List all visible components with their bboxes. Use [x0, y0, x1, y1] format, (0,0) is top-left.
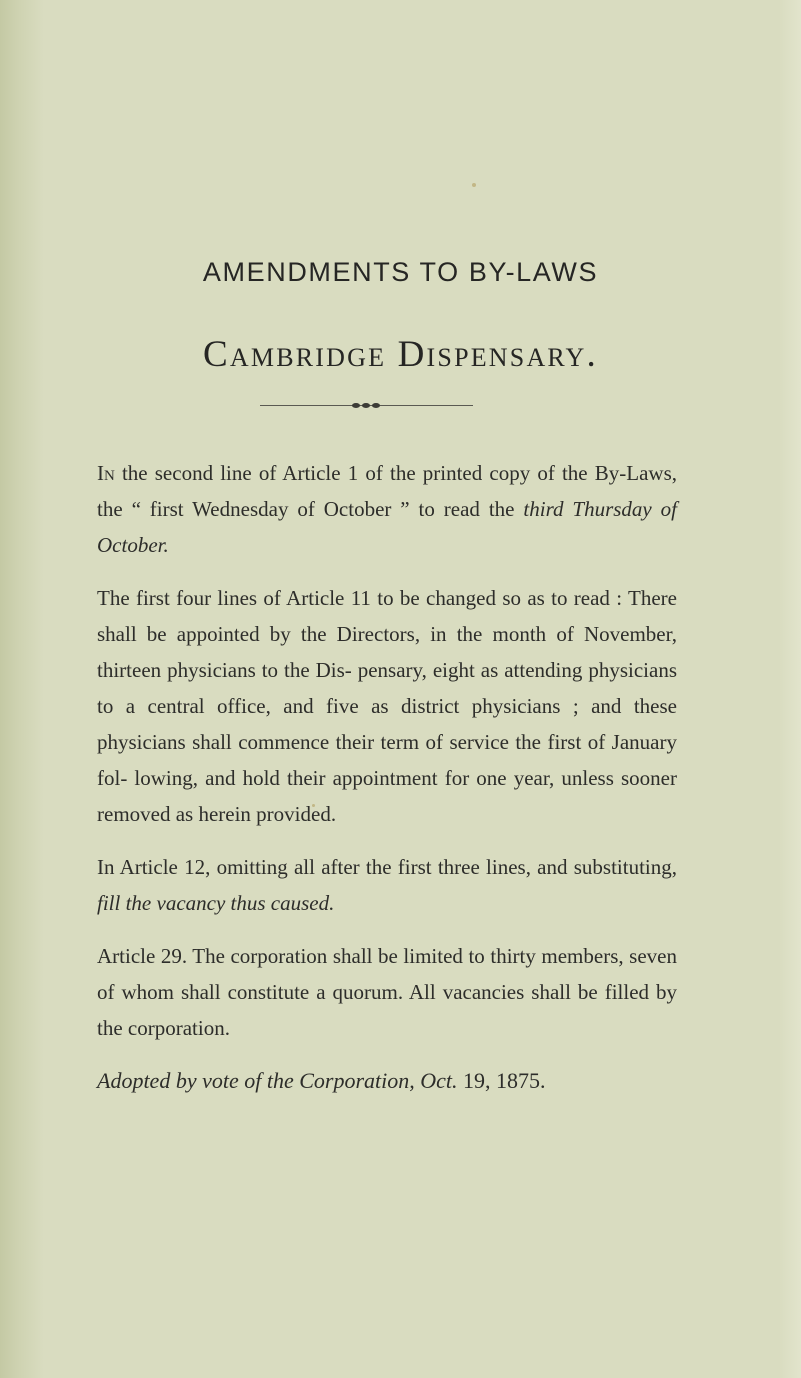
paragraph-lead-word: In	[97, 461, 115, 485]
paragraph-text: the second line of Article 1 of the printed copy of the By-Laws, the “ first Wednesday of October ” to read the	[97, 461, 677, 521]
document-title: Cambridge Dispensary.	[203, 334, 598, 375]
paragraph-article-11	[97, 580, 677, 832]
paper-speck	[472, 183, 476, 187]
paragraph-text: Article 29. The corporation shall be limited to thirty members, seven of whom shall constitute a quorum. All vacancies shall be filled by the corporation.	[97, 944, 677, 1040]
adoption-note	[97, 1063, 677, 1099]
paragraph-article-29	[97, 938, 677, 1046]
divider-ornament-icon	[344, 400, 388, 410]
page-gutter-shadow	[0, 0, 44, 1378]
paragraph-article-12	[97, 849, 677, 921]
document-subtitle: AMENDMENTS TO BY-LAWS	[202, 257, 599, 287]
paragraph-italic-text: fill the vacancy thus caused.	[97, 891, 335, 915]
page-edge-shade	[779, 0, 801, 1378]
paragraph-text: The first four lines of Article 11 to be changed so as to read : There shall be appointed by the Directors, in the month of November, thirteen physicians to the Dis- pensary, eight as attending physicians to a central office, and five as district physicians ; and these physicians shall commence their term of service the first of January fol- lowing, and hold their appointment for one year, unless sooner removed as herein provided.	[97, 586, 677, 826]
paragraph-text: In Article 12, omitting all after the first three lines, and substituting,	[97, 855, 677, 879]
adoption-date: 19, 1875.	[457, 1068, 546, 1093]
document-body	[97, 455, 677, 1116]
paragraph-article-1	[97, 455, 677, 563]
adoption-text: Adopted by vote of the Corporation, Oct.	[97, 1068, 458, 1093]
paragraph-italic-text: third Thursday of October.	[97, 497, 677, 557]
